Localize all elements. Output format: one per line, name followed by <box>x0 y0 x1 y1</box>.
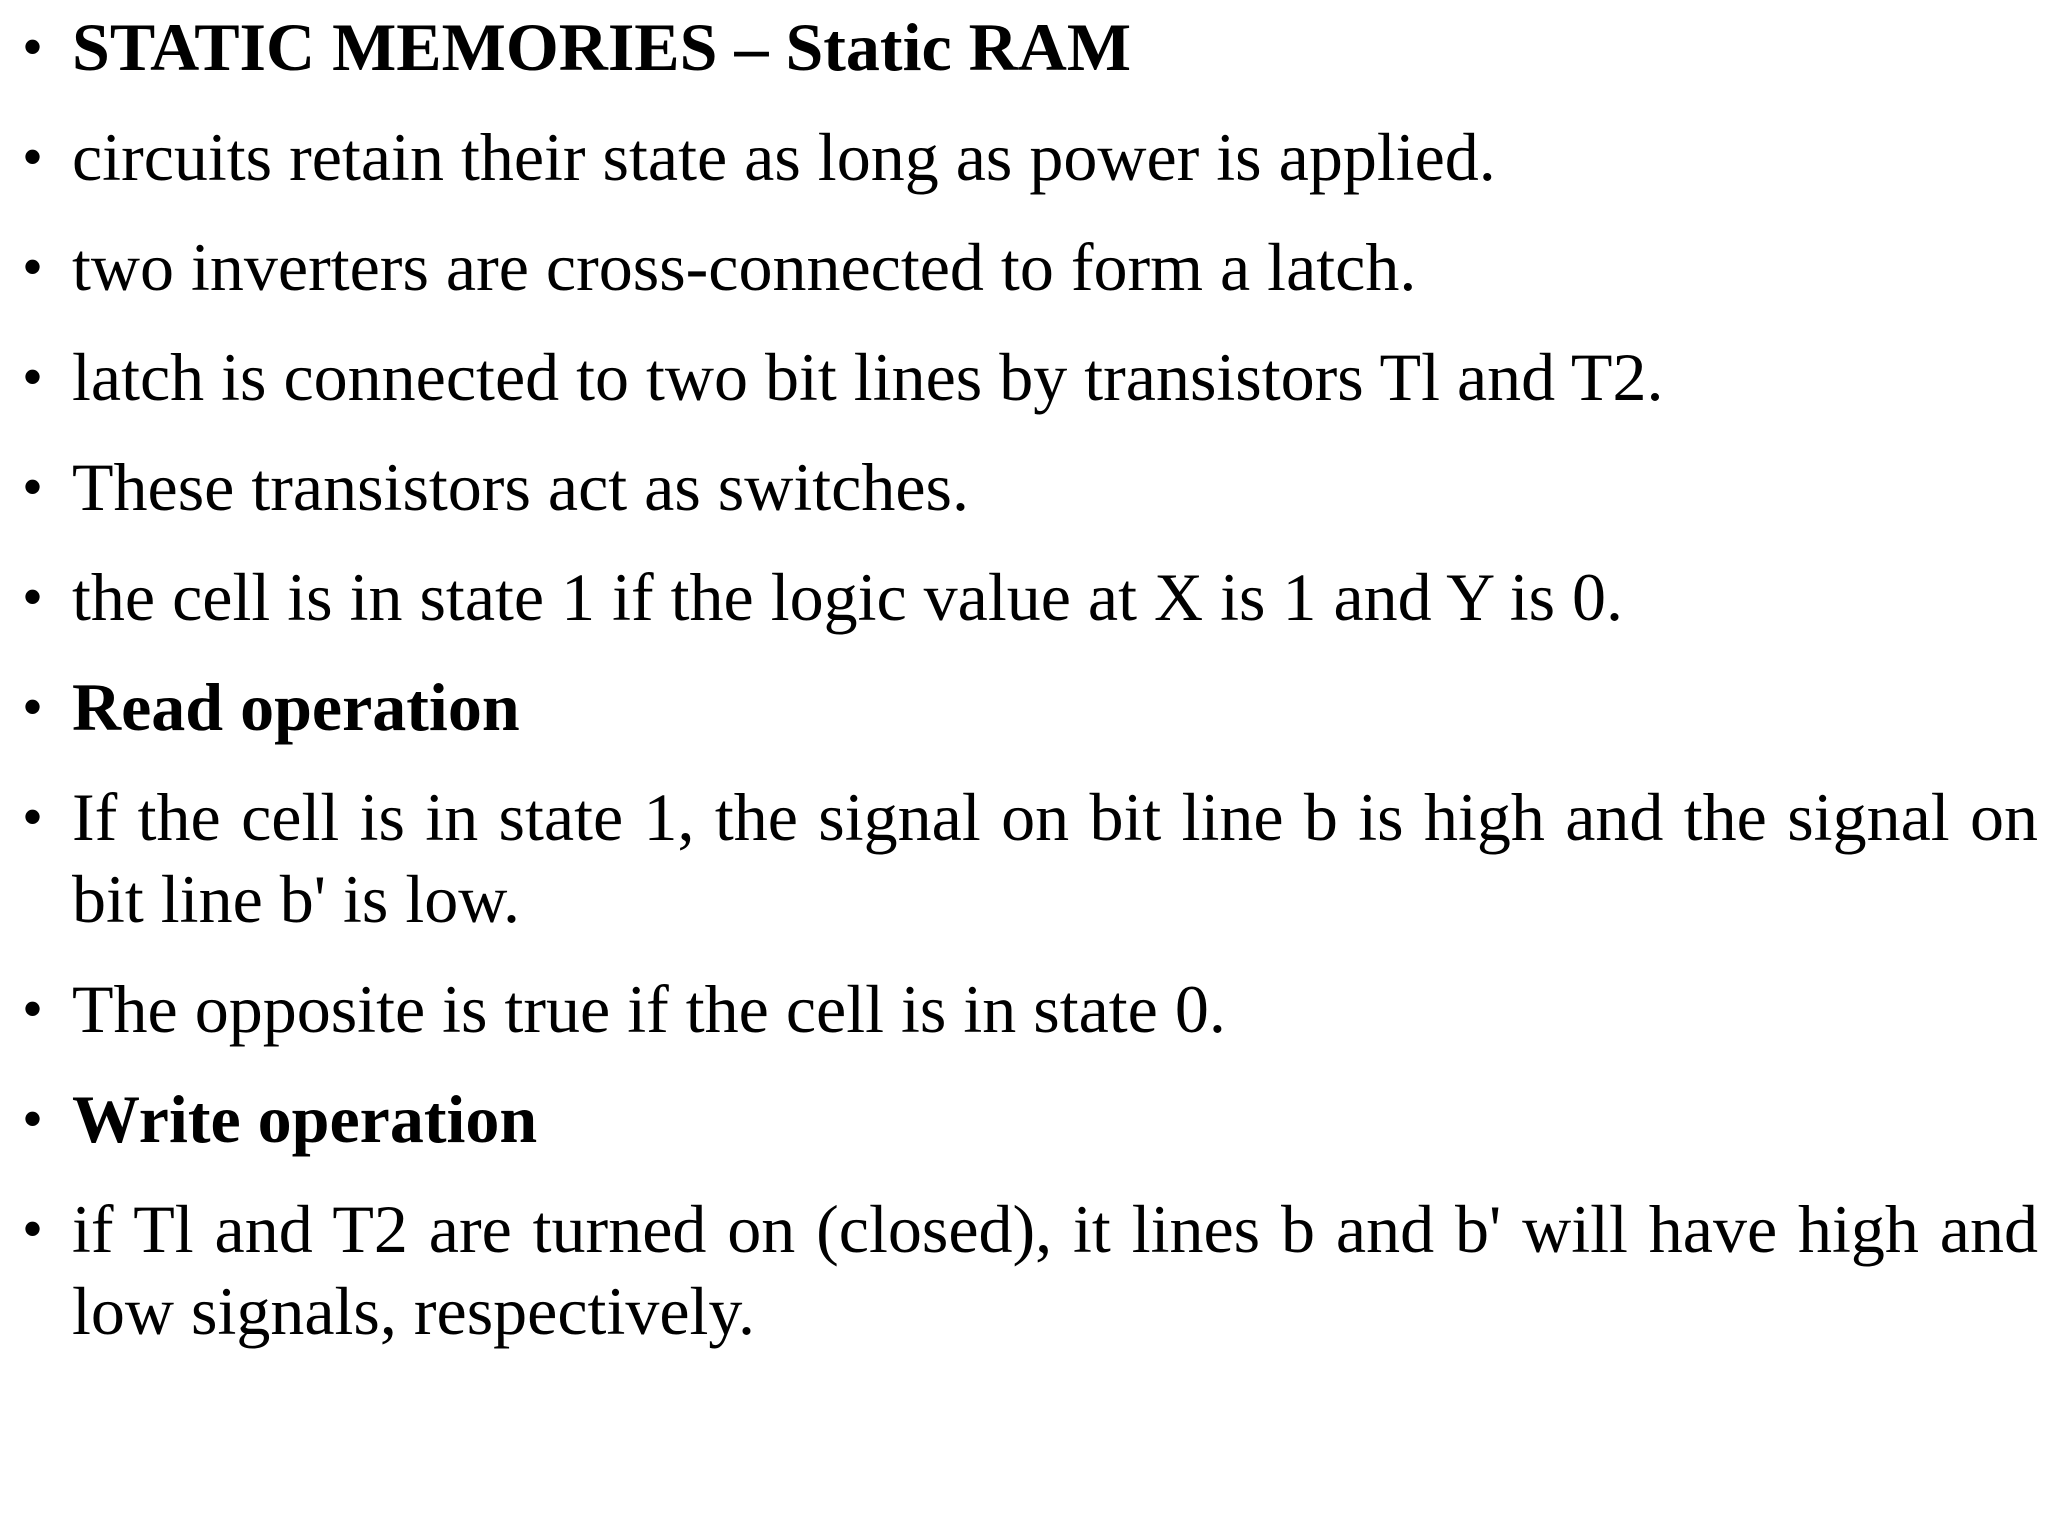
bullet-dot-icon: • <box>22 124 44 190</box>
bullet-item <box>22 776 2038 940</box>
bullet-dot-icon: • <box>22 14 44 80</box>
bullet-text: If the cell is in state 1, the signal on bit line b is high and the signal on bit line b' is low. <box>72 779 2038 937</box>
bullet-text: the cell is in state 1 if the logic value at X is 1 and Y is 0. <box>72 559 1624 635</box>
bullet-dot-icon: • <box>22 454 44 520</box>
bullet-item-title <box>22 6 2038 88</box>
bullet-text: latch is connected to two bit lines by transistors Tl and T2. <box>72 339 1664 415</box>
bullet-list <box>22 6 2038 1380</box>
bullet-item <box>22 556 2038 638</box>
bullet-text: circuits retain their state as long as power is applied. <box>72 119 1496 195</box>
bullet-item <box>22 336 2038 418</box>
bullet-dot-icon: • <box>22 784 44 850</box>
bullet-text: The opposite is true if the cell is in state 0. <box>72 971 1226 1047</box>
bullet-text: These transistors act as switches. <box>72 449 969 525</box>
bullet-text: two inverters are cross-connected to form a latch. <box>72 229 1417 305</box>
bullet-item <box>22 1188 2038 1352</box>
bullet-dot-icon: • <box>22 1196 44 1262</box>
bullet-text: if Tl and T2 are turned on (closed), it lines b and b' will have high and low signals, respectively. <box>72 1191 2038 1349</box>
bullet-dot-icon: • <box>22 344 44 410</box>
bullet-item <box>22 226 2038 308</box>
bullet-item-heading-read <box>22 666 2038 748</box>
bullet-dot-icon: • <box>22 976 44 1042</box>
bullet-item <box>22 116 2038 198</box>
bullet-dot-icon: • <box>22 674 44 740</box>
section-heading-write: Write operation <box>72 1081 538 1157</box>
bullet-dot-icon: • <box>22 234 44 300</box>
slide-title: STATIC MEMORIES – Static RAM <box>72 9 1132 85</box>
section-heading-read: Read operation <box>72 669 520 745</box>
bullet-dot-icon: • <box>22 1086 44 1152</box>
bullet-item <box>22 968 2038 1050</box>
bullet-dot-icon: • <box>22 564 44 630</box>
bullet-item <box>22 446 2038 528</box>
bullet-item-heading-write <box>22 1078 2038 1160</box>
